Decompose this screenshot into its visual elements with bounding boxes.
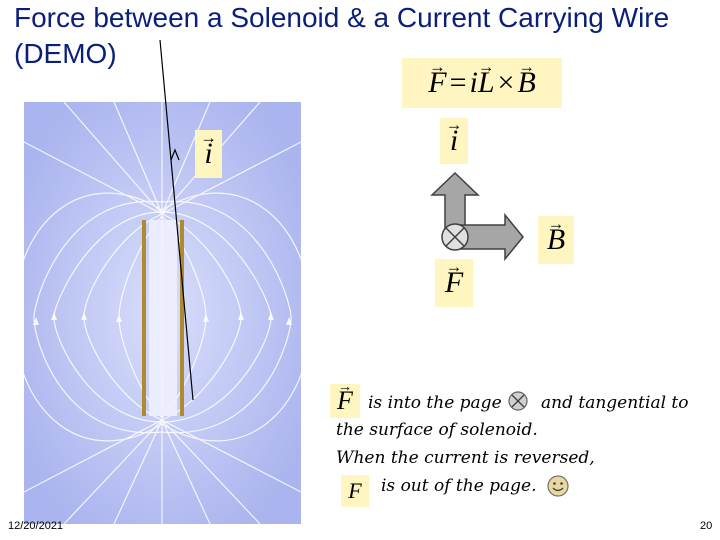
into-page-icon [507,390,529,412]
into-page-icon [442,224,468,250]
solenoid-field-image [24,102,301,524]
eq-force: → F [428,66,446,100]
diagram-force-label: → F [435,259,473,307]
slide-date: 12/20/2021 [8,520,64,532]
eq-equals: = [449,66,467,99]
explanation-force-label: → F [330,384,360,418]
eq-times: × [497,66,515,99]
smiley-icon [546,474,570,498]
explanation-line-1a: is into the page [368,393,502,413]
explanation-line-1b: and tangential to [541,393,689,413]
explanation-reversed-force-label: F [341,475,369,507]
slide-title: Force between a Solenoid & a Current Carrying Wire (DEMO) [14,2,670,69]
eq-current: i [469,66,478,99]
vector-diagram [425,165,535,265]
wire-current-label: → i [195,130,222,178]
diagram-current-label: → i [440,118,468,164]
diagram-field-label: → B [538,216,574,264]
eq-length: → L [478,66,495,100]
explanation-line-4: is out of the page. [381,476,537,496]
explanation-line-3: When the current is reversed, [336,448,595,468]
eq-field: → B [517,66,535,100]
slide-page-number: 20 [700,520,713,532]
explanation-line-2: the surface of solenoid. [336,420,538,440]
force-equation [402,58,562,108]
